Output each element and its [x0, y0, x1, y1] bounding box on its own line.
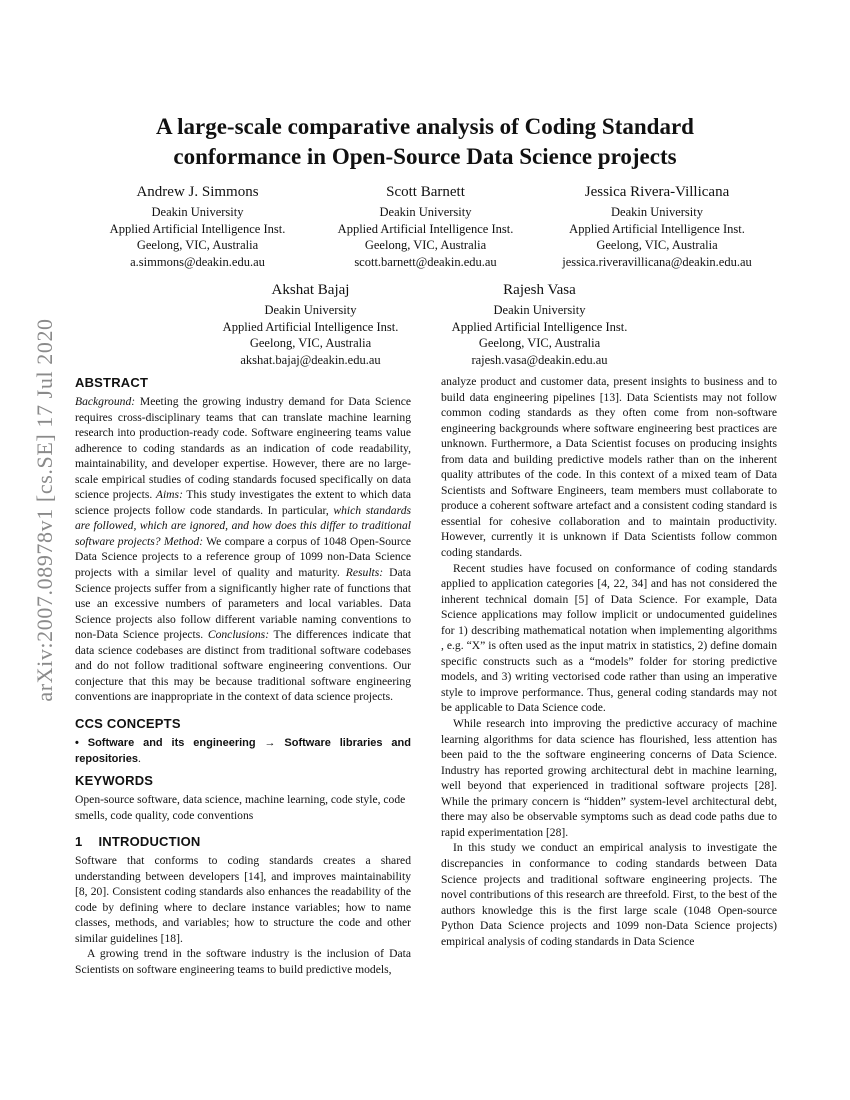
abstract-method-label: Method:: [163, 534, 204, 548]
author-email: akshat.bajaj@deakin.edu.au: [240, 352, 381, 367]
paper-title-line-1: A large-scale comparative analysis of Coding Standard: [156, 114, 694, 139]
author-block-1: [90, 182, 305, 270]
author-affiliation: Deakin University: [379, 205, 472, 219]
abstract-aims-question: which standards are followed, which are ignored, and how does this differ to traditional software projects?: [75, 503, 411, 548]
right-column: [441, 374, 777, 949]
body-paragraph-3: While research into improving the predictive accuracy of machine learning algorithms for data science has flourished, less attention has been paid to the the software engineering concerns of Data Science. Industry has reported growing architectural debt in machine learning, well beyond that experienced in traditional software projects [28]. While the primary concern is “hidden” system-level architectural debt, there may also be observable symptoms such as dead code paths due to rapid experimentation [28].: [441, 717, 777, 839]
author-affiliation: Deakin University: [264, 303, 357, 317]
intro-paragraph-2: A growing trend in the software industry is the inclusion of Data Scientists on software engineering teams to build predictive models,: [75, 947, 411, 976]
author-location: Geelong, VIC, Australia: [136, 238, 259, 252]
abstract-background-label: Background:: [75, 395, 136, 408]
author-name: Jessica Rivera-Villicana: [584, 184, 730, 200]
author-affiliation: Deakin University: [611, 205, 703, 219]
ccs-concepts-list: [75, 735, 411, 768]
author-name: Akshat Bajaj: [271, 282, 350, 298]
arxiv-identifier-text: arXiv:2007.08978v1 [cs.SE] 17 Jul 2020: [32, 318, 57, 702]
author-location: Geelong, VIC, Australia: [364, 238, 487, 252]
body-paragraph-4: In this study we conduct an empirical analysis to investigate the discrepancies in conformance to coding standards between Data Science projects and traditional software engineering projects. The novel contributions of this research are threefold. First, to the best of the authors knowledge this is the first large scale (1048 Open-source Python Data Science projects and 1099 non-Data Science projects) empirical analysis of coding standards in Data Science: [441, 841, 777, 948]
arxiv-identifier-stamp: [30, 320, 60, 700]
abstract-aims-text: This study investigates the extent to which data science projects follow code standards. In particular,: [75, 488, 411, 517]
paper-title: [80, 112, 770, 172]
intro-paragraph-1: Software that conforms to coding standards creates a shared understanding between developers [14], and improves maintainability [8, 20]. Consistent coding standards also enhances the readability of the code by defining where to declare instance variables; how to name classes, methods, and variables; how to structure the code and other similar guidelines [18].: [75, 854, 411, 945]
author-name: Scott Barnett: [386, 184, 465, 200]
author-email: scott.barnett@deakin.edu.au: [354, 254, 497, 269]
author-name: Rajesh Vasa: [503, 282, 576, 298]
keywords-heading: KEYWORDS: [75, 773, 154, 789]
author-block-2: [318, 182, 533, 270]
ccs-concepts-text: • Software and its engineering → Software libraries and repositories: [75, 736, 411, 766]
author-email: a.simmons@deakin.edu.au: [130, 254, 265, 269]
author-institute: Applied Artificial Intelligence Inst.: [451, 319, 628, 334]
ccs-concepts-heading: CCS CONCEPTS: [75, 715, 181, 731]
body-paragraph-2: Recent studies have focused on conformance of coding standards applied to application categories [4, 22, 34] and has not considered the inherent technical domain [5] of Data Science. For example, Data Science applications may follow implicit or undocumented guidelines for 1) describing mathematical notation when implementing algorithms , e.g. “X” is often used as the input matrix in statistics, 2) define domain specific constructs such as a “models” folder for storing predictive models, and 3) writing vectorised code rather than using an imperative style to improve performance. Thus, general coding standards may not be applicable to Data Science code.: [441, 561, 777, 715]
author-affiliation: Deakin University: [151, 205, 244, 219]
abstract-heading: ABSTRACT: [75, 375, 149, 390]
author-block-4: [203, 280, 418, 368]
abstract-method-text: We compare a corpus of 1048 Open-Source Data Science projects to a reference group of 1099 non-Data Science projects with a similar level of quality and maturity.: [75, 534, 412, 580]
author-block-3: [537, 182, 777, 270]
abstract-conclusions-text: The differences indicate that data science codebases are distinct from traditional software codebases and do not follow traditional software engineering conventions. Our conjecture that this may be because traditional software engineering conventions are inappropriate in the context of data science projects.: [75, 628, 411, 704]
abstract-results-text: Data Science projects suffer from a significantly higher rate of functions that use an excessive numbers of parameters and local variables. Data Science projects also follow different variable naming conventions to non-Data Science projects.: [75, 566, 411, 642]
abstract-body: [75, 394, 411, 705]
author-location: Geelong, VIC, Australia: [249, 336, 372, 350]
body-paragraph-1: analyze product and customer data, present insights to business and to build data engineering pipelines [13]. Data Scientists may not follow common coding standards as they often come from non-software engineering backgrounds where software engineering best practices are unknown. Furthermore, a Data Scientist focuses on producing insights from data and building predictive models rather than on the inherent quality attributes of the code. In this context of a mixed team of Data Scientists and Software Engineers, team members must collaborate to produce a coherent software artefact and a consistent coding standard is essential for cohesive collaboration and to maintain productivity. However, currently it is unknown if Data Scientists follow common coding standards.: [441, 375, 777, 560]
author-name: Andrew J. Simmons: [136, 184, 259, 200]
abstract-conclusions-label: Conclusions:: [207, 628, 270, 642]
author-institute: Applied Artificial Intelligence Inst.: [337, 221, 514, 236]
author-email: jessica.riveravillicana@deakin.edu.au: [562, 254, 752, 269]
left-column: [75, 374, 411, 978]
author-email: rajesh.vasa@deakin.edu.au: [471, 352, 608, 367]
author-affiliation: Deakin University: [493, 303, 586, 317]
keywords-text: Open-source software, data science, machine learning, code style, code smells, code quality, code conventions: [75, 793, 406, 822]
section-title: INTRODUCTION: [98, 834, 201, 850]
ccs-concepts-period: .: [137, 752, 141, 766]
introduction-heading: [75, 833, 411, 851]
author-location: Geelong, VIC, Australia: [478, 336, 601, 350]
author-block-5: [432, 280, 647, 368]
paper-title-line-2: conformance in Open-Source Data Science projects: [173, 144, 677, 169]
author-institute: Applied Artificial Intelligence Inst.: [109, 221, 286, 236]
author-institute: Applied Artificial Intelligence Inst.: [222, 319, 399, 334]
abstract-aims-label: Aims:: [155, 488, 183, 502]
abstract-results-label: Results:: [345, 566, 384, 580]
author-location: Geelong, VIC, Australia: [596, 238, 718, 252]
author-institute: Applied Artificial Intelligence Inst.: [569, 221, 745, 236]
abstract-background-text: Meeting the growing industry demand for Data Science requires cross-disciplinary teams that can translate machine learning research into production-ready code. Software engineering teams value adherence to coding standards as an indication of code readability, maintainability, and developer expertise. However, there are no large-scale empirical studies of coding standards focused specifically on data science projects.: [75, 395, 411, 502]
section-number: 1: [75, 834, 83, 850]
